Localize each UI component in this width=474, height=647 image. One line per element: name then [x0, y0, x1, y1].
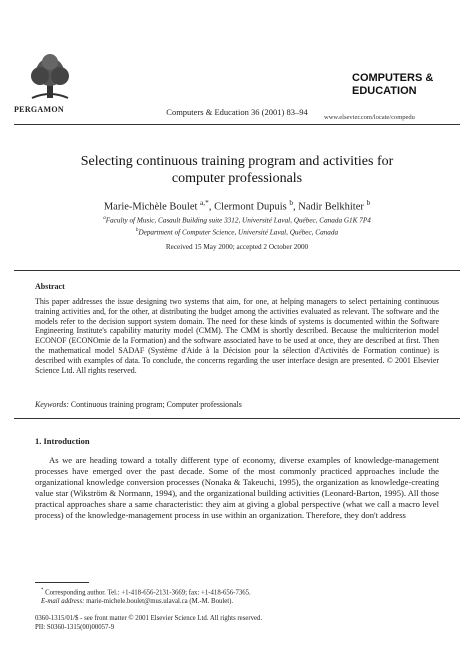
introduction-body: As we are heading toward a totally different type of economy, diverse examples of knowledge-management processes have emerged over the past decade. Some of the most commonly practiced approaches include the organizational knowledge conversion processes (Nonaka & Takeuchi, 1995), the organization as knowledge-creating value star (Wikström & Normann, 1994), and the organizational building activities (Leonard-Barton, 1995). All those practical approaches share a same characteristic: they aim at giving a global perspective (what we call a macro level process) of the knowledge-management process in use within an organization. Therefore, they don't address	[35, 455, 439, 520]
abstract-heading: Abstract	[35, 282, 65, 291]
author-name: Clermont Dupuis	[214, 201, 287, 213]
author-name: Marie-Michèle Boulet	[103, 201, 198, 213]
footnote	[41, 586, 441, 606]
footnote-corresponding: * Corresponding author. Tel.: +1-418-656-2131-3669; fax: +1-418-656-7365.	[41, 588, 251, 597]
publisher-name: PERGAMON	[14, 105, 64, 114]
affiliation-a: $^a$Faculty of Music, Casault Building suite 3312, Université Laval, Québec, Canada G1K 7P4	[103, 216, 371, 225]
abstract-bottom-divider	[14, 418, 460, 419]
header-divider	[14, 124, 460, 125]
received-dates: Received 15 May 2000; accepted 2 October 2000	[165, 243, 309, 251]
affiliations	[0, 214, 474, 238]
author-affiliation-marker: b	[289, 198, 293, 207]
journal-url[interactable]: www.elsevier.com/locate/compedu	[324, 114, 415, 121]
abstract-body: This paper addresses the issue designing two systems that aim, for one, at helping managers to select pertaining continuous training activities and, for the other, at distributing the budget among the activities evaluated as relevant. The software and the models refer to the decision support system domain. The need for these kinds of systems is documented within the Software Engineering Institute's capability maturity model (CMM). The CMM is shortly described. Because the multicriterion model ECONOF (ECONOmie de la Formation) and the software associated have to be used at once, they are described at first. Then the mathematical model SADAF (Système d'Aide à la Décision pour la sélection d'Activités de Formation continue) is described with examples of data. To conclude, the concerns regarding the user interface design are presented. © 2001 Elsevier Science Ltd. All rights reserved.	[35, 297, 439, 375]
journal-brand	[352, 72, 462, 98]
section-heading-introduction: 1. Introduction	[35, 436, 90, 446]
footnote-email: E-mail address: marie-michele.boulet@mus.ulaval.ca (M.-M. Boulet).	[41, 598, 234, 606]
keywords-value: Continuous training program; Computer professionals	[70, 400, 242, 409]
author-name: Nadir Belkhiter	[298, 201, 364, 213]
abstract-top-divider	[14, 270, 460, 271]
keywords-label: Keywords:	[35, 400, 69, 409]
journal-brand-line2: EDUCATION	[352, 85, 417, 97]
keywords	[35, 400, 439, 409]
article-title	[0, 153, 474, 187]
author-affiliation-marker: a,*	[200, 198, 209, 207]
article-title-line2: computer professionals	[171, 171, 303, 186]
copyright-line: 0360-1315/01/$ - see front matter © 2001 Elsevier Science Ltd. All rights reserved.	[35, 615, 263, 622]
journal-citation: Computers & Education 36 (2001) 83–94	[166, 107, 308, 117]
copyright-block	[35, 614, 439, 632]
author-list: Marie-Michèle Boulet $^{a,*}$, Clermont Dupuis $^b$, Nadir Belkhiter $^b$	[103, 198, 371, 213]
email-link[interactable]: marie-michele.boulet@mus.ulaval.ca (M.-M. Boulet).	[86, 598, 234, 606]
journal-brand-line1: COMPUTERS &	[352, 72, 434, 84]
publisher-logo-tree-icon	[20, 52, 80, 102]
affiliation-b: $^b$Department of Computer Science, Université Laval, Québec, Canada	[135, 227, 339, 237]
article-title-line1: Selecting continuous training program and activities for	[80, 154, 394, 169]
author-affiliation-marker: b	[366, 198, 371, 207]
footnote-divider	[35, 582, 89, 583]
pii-line: PII: S0360-1315(00)00057-9	[35, 624, 115, 631]
